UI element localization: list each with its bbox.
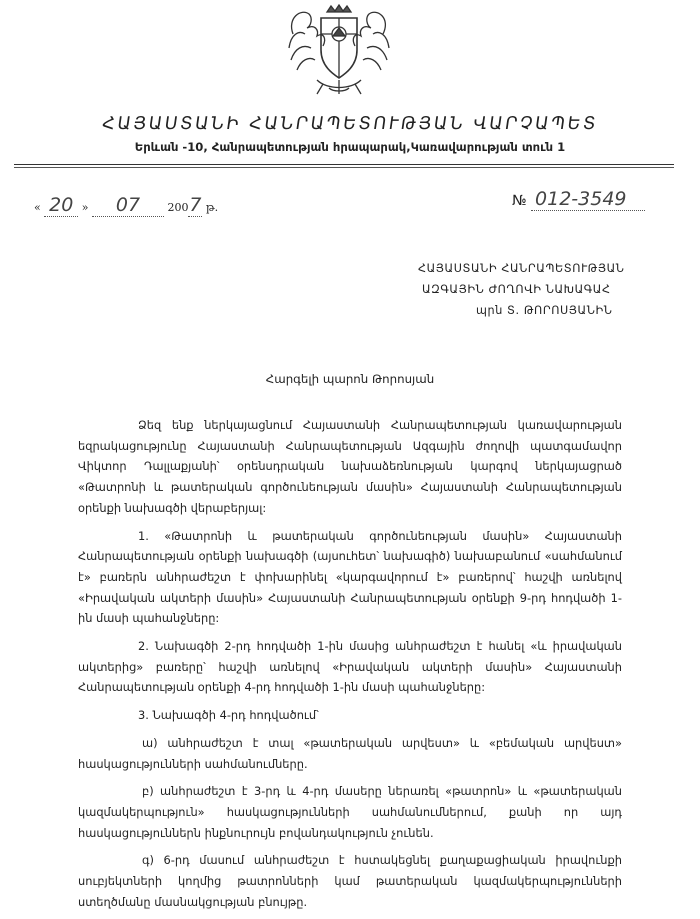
salutation: Հարգելի պարոն Թորոսյան: [265, 372, 435, 386]
date-open-quote: «: [34, 201, 41, 214]
number-label: №: [512, 193, 527, 209]
paragraph-point-3a: ա) անհրաժեշտ է տալ «թատերական արվեստ» և «բեմական արվեստ» հասկացությունների սահմանումները.: [78, 735, 622, 771]
date-year-digit: 7: [189, 194, 202, 216]
number-value: 012-3549: [531, 188, 645, 211]
letter-body: [78, 415, 622, 919]
letter-number: [512, 188, 645, 211]
armenia-coat-of-arms-icon: [283, 4, 395, 96]
header-divider-thin: [14, 167, 674, 168]
addressee-block: [418, 258, 625, 321]
paragraph-intro: Ձեզ ենք ներկայացնում Հայաստանի Հանրապետության կառավարության եզրակացությունը Հայաստանի Հանրապետության Ազգային ժողովի պատգամավոր Վիկտոր Դալլաքյանի՝ օրենսդրական նախաձեռնության կարգով ներկայացրած «Թատրոնի և թատերական գործունեության մասին» Հայաստանի Հանրապետության օրենքի նախագծի վերաբերյալ:: [78, 418, 622, 515]
paragraph-point-3: 3. Նախագծի 4-րդ հոդվածում՝: [138, 708, 319, 723]
date-year-prefix: 200: [167, 201, 189, 214]
date-month: 07: [92, 194, 164, 217]
paragraph-point-2: 2. Նախագծի 2-րդ հոդվածի 1-ին մասից անհրաժեշտ է հանել «և իրավական ակտերից» բառերը՝ հաշվի առնելով «Իրավական ակտերի մասին» Հայաստանի Հանրապետության օրենքի 4-րդ հոդվածի 1-ին մասի պահանջները:: [78, 639, 622, 695]
paragraph-point-1: 1. «Թատրոնի և թատերական գործունեության մասին» Հայաստանի Հանրապետության օրենքի նախագծի (այսուհետ՝ նախագիծ) նախաբանում «սահմանում է» բառերն անհրաժեշտ է փոխարինել «կարգավորում է» բառերով՝ հաշվի առնելով «Իրավական ակտերի մասին» Հայաստանի Հանրապետության օրենքի 9-րդ հոդվածի 1-ին մասի պահանջները:: [78, 528, 622, 626]
paragraph-point-3c: գ) 6-րդ մասում անհրաժեշտ է հստակեցնել քաղաքացիական իրավունքի սուբյեկտների կողմից թատրոնների կամ թատերական կազմակերպությունների ստեղծմանը մասնակցության բնույթը.: [78, 853, 622, 909]
paragraph-point-3b: բ) անհրաժեշտ է 3-րդ և 4-րդ մասերը ներառել «թատրոն» և «թատերական կազմակերպություն» հասկացությունների սահմանումներում, քանի որ այդ հասկացություններն ինքնուրույն բովանդակություն չունեն.: [78, 784, 622, 840]
date-close-quote: »: [81, 201, 89, 214]
organization-title: ՀԱՅԱՍՏԱՆԻ ՀԱՆՐԱՊԵՏՈՒԹՅԱՆ ՎԱՐՉԱՊԵՏ: [100, 114, 600, 134]
addressee-line-2: ԱԶԳԱՅԻՆ ԺՈՂՈՎԻ ՆԱԽԱԳԱՀ: [422, 283, 611, 296]
addressee-line-1: ՀԱՅԱՍՏԱՆԻ ՀԱՆՐԱՊԵՏՈՒԹՅԱՆ: [418, 262, 625, 275]
header-divider: [14, 164, 674, 165]
letter-date: [34, 194, 218, 217]
addressee-line-3: պրն Տ. ԹՈՐՈՍՅԱՆԻՆ: [476, 304, 613, 317]
organization-address: Երևան -10, Հանրապետության հրապարակ,Կառավարության տուն 1: [134, 140, 566, 154]
date-suffix: թ.: [205, 201, 219, 214]
date-day: 20: [44, 194, 78, 217]
